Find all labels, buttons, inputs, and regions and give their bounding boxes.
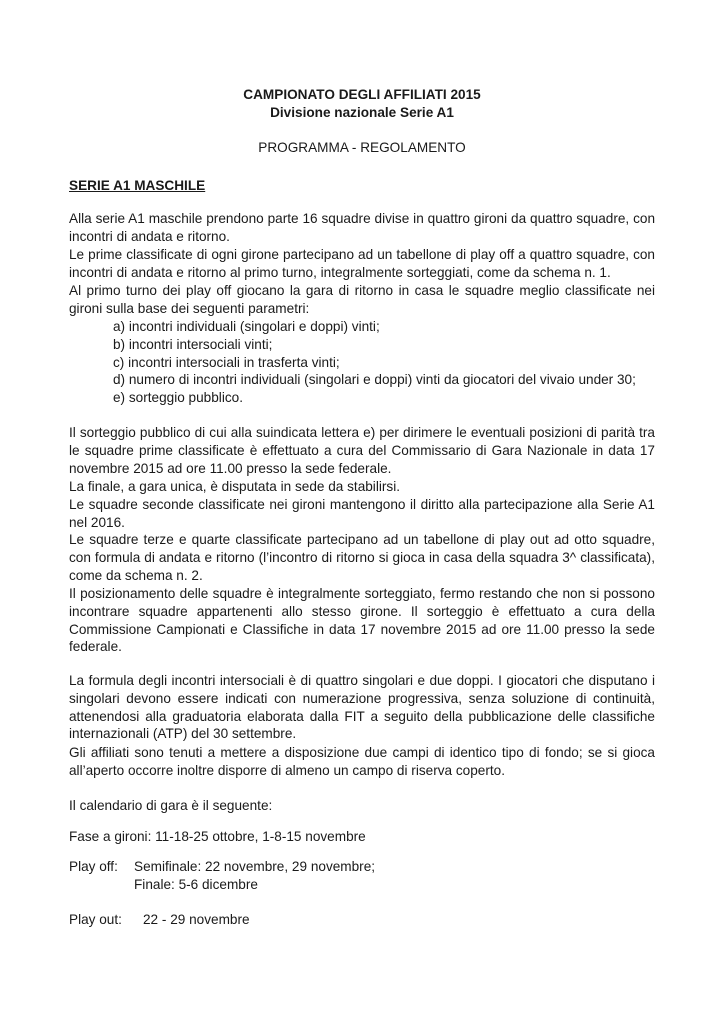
criteria-item: e) sorteggio pubblico.: [113, 390, 243, 406]
calendar-intro: Il calendario di gara è il seguente:: [69, 798, 273, 813]
paragraph-2e: Il posizionamento delle squadre è integralmente sorteggiato, fermo restando che non si possono incontrare squadre appartenenti allo stesso girone. Il sorteggio è effettuato a cura della Commissione Campionati e Classifiche in data 17 novembre 2015 ad ore 11.00 presso la sede federale.: [69, 586, 655, 655]
criteria-item: d) numero di incontri individuali (singolari e doppi) vinti da giocatori del vivaio under 30;: [113, 372, 636, 388]
playout-label: Play out:: [69, 912, 122, 927]
criteria-list: [113, 318, 673, 407]
criteria-item: a) incontri individuali (singolari e doppi) vinti;: [113, 319, 380, 334]
section-title: SERIE A1 MASCHILE: [69, 178, 206, 193]
playoff-label: Play off:: [69, 859, 118, 874]
calendar-gironi: Fase a gironi: 11-18-25 ottobre, 1-8-15 novembre: [69, 829, 366, 844]
paragraph-3b: Gli affiliati sono tenuti a mettere a disposizione due campi di identico tipo di fondo; se si gioca all’aperto occorre inoltre disporre di almeno un campo di riserva coperto.: [69, 745, 655, 778]
paragraph-2c: Le squadre seconde classificate nei gironi mantengono il diritto alla partecipazione alla Serie A1 nel 2016.: [69, 497, 655, 530]
paragraph-2a: Il sorteggio pubblico di cui alla suindicata lettera e) per dirimere le eventuali posizioni di parità tra le squadre prime classificate è effettuato a cura del Commissario di Gara Nazionale in data 17 novembre 2015 ad ore 11.00 presso la sede federale.: [69, 425, 655, 476]
paragraph-3a: La formula degli incontri intersociali è di quattro singolari e due doppi. I giocatori che disputano i singolari devono essere indicati con numerazione progressiva, senza soluzione di continuità, attenendosi alla graduatoria elaborata dalla FIT a seguito della pubblicazione delle classifiche internazionali (ATP) del 30 settembre.: [69, 673, 655, 742]
programma-heading: PROGRAMMA - REGOLAMENTO: [258, 140, 466, 155]
document-title: CAMPIONATO DEGLI AFFILIATI 2015: [243, 87, 481, 102]
paragraph-2d: Le squadre terze e quarte classificate partecipano ad un tabellone di play out ad otto squadre, con formula di andata e ritorno (l’incontro di ritorno si gioca in casa della squadra 3^ classificata), come da schema n. 2.: [69, 532, 655, 583]
playout-dates: 22 - 29 novembre: [143, 912, 250, 927]
paragraph-1b: Le prime classificate di ogni girone partecipano ad un tabellone di play off a quattro squadre, con incontri di andata e ritorno al primo turno, integralmente sorteggiati, come da schema n. 1.: [69, 247, 655, 280]
document-subtitle: Divisione nazionale Serie A1: [270, 105, 454, 120]
playoff-final: Finale: 5-6 dicembre: [134, 877, 258, 892]
paragraph-2b: La finale, a gara unica, è disputata in sede da stabilirsi.: [69, 479, 400, 494]
paragraph-1c: Al primo turno dei play off giocano la gara di ritorno in casa le squadre meglio classificate nei gironi sulla base dei seguenti parametri:: [69, 283, 655, 316]
paragraph-1a: Alla serie A1 maschile prendono parte 16 squadre divise in quattro gironi da quattro squadre, con incontri di andata e ritorno.: [69, 211, 655, 244]
playoff-semifinal: Semifinale: 22 novembre, 29 novembre;: [134, 859, 376, 874]
criteria-item: b) incontri intersociali vinti;: [113, 336, 273, 352]
criteria-item: c) incontri intersociali in trasferta vinti;: [113, 354, 340, 370]
